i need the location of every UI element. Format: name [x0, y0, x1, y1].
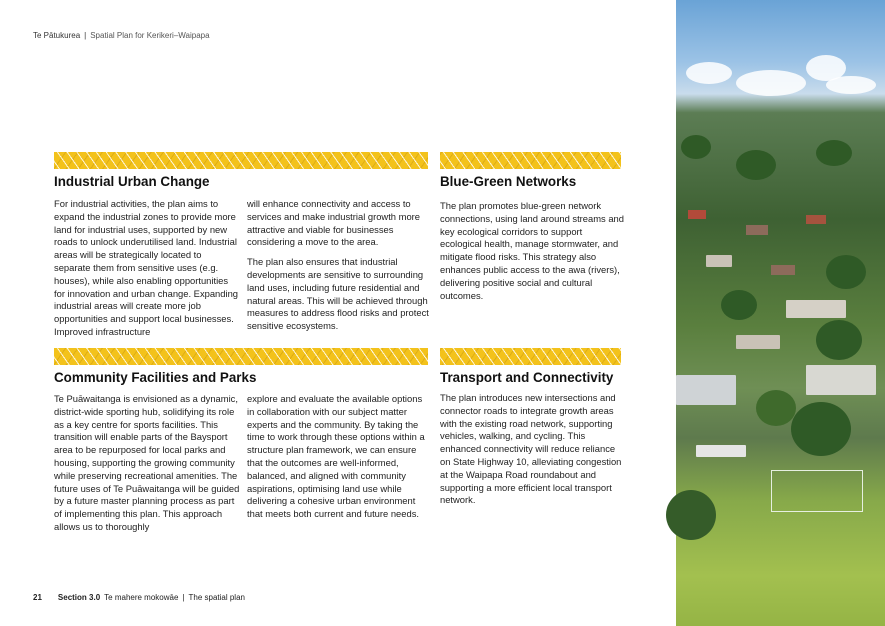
section-number: Section 3.0: [57, 593, 101, 602]
section-heading: Blue-Green Networks: [440, 174, 577, 189]
body-text: The plan also ensures that industrial developments are sensitive to surrounding land uses, including future residential and natural areas. This will be achieved through measures to address flood risks and protect sensitive ecosystems.: [247, 256, 429, 332]
header-separator: |: [84, 31, 87, 40]
section-heading: Community Facilities and Parks: [54, 370, 257, 385]
bluegreen-section: [440, 152, 621, 189]
document-title: Te Pātukurea: [33, 31, 81, 40]
section-name: Te mahere mokowāe: [104, 593, 179, 602]
body-text: will enhance connectivity and access to services and make industrial growth more attractive and viable for businesses considering a move to the area.: [247, 198, 420, 248]
body-text: The plan introduces new intersections and connector roads to integrate growth areas with the existing road network, supporting vehicles, walking, and cycling. This enhanced connectivity will reduce reliance on State Highway 10, alleviating congestion at the Waipapa Road roundabout and supporting a more efficient local transport network.: [440, 392, 622, 506]
industrial-column-2: [247, 198, 431, 340]
community-section: [54, 348, 428, 385]
page-footer: [33, 593, 245, 602]
document-subtitle: Spatial Plan for Kerikeri–Waipapa: [90, 31, 210, 40]
running-header: [33, 31, 210, 40]
industrial-column-1: [54, 198, 240, 346]
community-column-1: [54, 393, 240, 541]
bluegreen-column: [440, 200, 624, 309]
industrial-section: [54, 152, 428, 189]
pattern-band: [440, 348, 621, 365]
body-text: For industrial activities, the plan aims to expand the industrial zones to provide more land for industrial uses, supported by new roads to unlock underutilised land. Industrial areas will be strategically located to separate them from sensitive uses (e.g. houses), while also enabling opportunities for innovation and urban change. Expanding industrial areas will create more job opportunities and support local businesses. Improved infrastructure: [54, 198, 238, 337]
transport-column: [440, 392, 624, 514]
transport-section: [440, 348, 621, 385]
pattern-band: [54, 152, 428, 169]
community-column-2: [247, 393, 431, 528]
footer-separator: |: [182, 593, 185, 602]
pattern-band: [440, 152, 621, 169]
pattern-band: [54, 348, 428, 365]
body-text: Te Puāwaitanga is envisioned as a dynamic, district-wide sporting hub, solidifying its role as a key centre for sports facilities. This transition will enable parts of the Baysport area to be repurposed for local parks and housing, supporting the growing community while preserving recreational amenities. The future uses of Te Puāwaitanga will be guided by a future master planning process as part of implementing this plan. This approach allows us to thoroughly: [54, 393, 240, 532]
body-text: The plan promotes blue-green network connections, using land around streams and key ecological corridors to support ecological health, manage stormwater, and mitigate flood risks. This strategy also enhances public access to the awa (rivers), delivering positive social and cultural outcomes.: [440, 200, 624, 301]
section-heading: Industrial Urban Change: [54, 174, 210, 189]
section-heading: Transport and Connectivity: [440, 370, 614, 385]
body-text: explore and evaluate the available options in collaboration with our subject matter experts and the community. By taking the time to work through these options within a structure plan framework, we can ensure that the outcomes are well-informed, balanced, and aligned with community aspirations, optimising land use while delivering a cohesive urban environment that meets both current and future needs.: [247, 393, 425, 520]
section-english-name: The spatial plan: [188, 593, 245, 602]
page-number: 21: [33, 593, 42, 602]
aerial-town-photo: [676, 0, 885, 626]
